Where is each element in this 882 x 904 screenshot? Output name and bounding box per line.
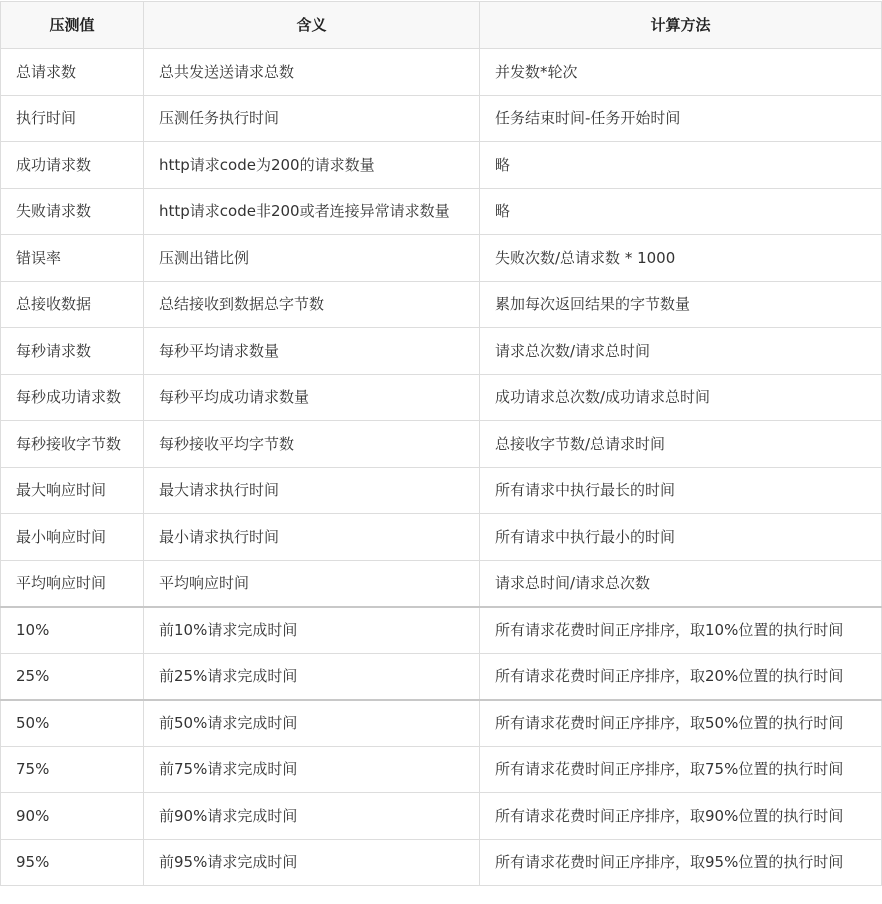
- header-metric: 压测值: [1, 2, 144, 49]
- cell-method: 所有请求花费时间正序排序，取75%位置的执行时间: [480, 746, 882, 793]
- cell-method: 所有请求花费时间正序排序，取90%位置的执行时间: [480, 793, 882, 840]
- table-row: [1, 281, 882, 328]
- table-header: [1, 2, 882, 49]
- table-row: [1, 467, 882, 514]
- table-row: [1, 560, 882, 607]
- cell-metric: 成功请求数: [1, 142, 144, 189]
- cell-method: 略: [480, 142, 882, 189]
- cell-meaning: 每秒平均成功请求数量: [144, 374, 480, 421]
- cell-method: 所有请求花费时间正序排序，取10%位置的执行时间: [480, 607, 882, 654]
- cell-metric: 95%: [1, 839, 144, 886]
- cell-meaning: 总共发送送请求总数: [144, 49, 480, 96]
- table-body: [1, 49, 882, 886]
- cell-method: 并发数*轮次: [480, 49, 882, 96]
- cell-method: 所有请求花费时间正序排序，取50%位置的执行时间: [480, 700, 882, 747]
- cell-meaning: 最小请求执行时间: [144, 514, 480, 561]
- table-row: [1, 514, 882, 561]
- cell-metric: 最大响应时间: [1, 467, 144, 514]
- cell-metric: 总请求数: [1, 49, 144, 96]
- table-row: [1, 49, 882, 96]
- cell-method: 略: [480, 188, 882, 235]
- table-row: [1, 793, 882, 840]
- cell-method: 请求总次数/请求总时间: [480, 328, 882, 375]
- cell-meaning: 前75%请求完成时间: [144, 746, 480, 793]
- cell-metric: 每秒请求数: [1, 328, 144, 375]
- table-row: [1, 374, 882, 421]
- cell-metric: 25%: [1, 653, 144, 700]
- table-row: [1, 421, 882, 468]
- cell-method: 失败次数/总请求数 * 1000: [480, 235, 882, 282]
- cell-method: 请求总时间/请求总次数: [480, 560, 882, 607]
- cell-meaning: 前95%请求完成时间: [144, 839, 480, 886]
- header-method: 计算方法: [480, 2, 882, 49]
- cell-meaning: 前50%请求完成时间: [144, 700, 480, 747]
- cell-meaning: http请求code非200或者连接异常请求数量: [144, 188, 480, 235]
- cell-meaning: 每秒平均请求数量: [144, 328, 480, 375]
- cell-method: 累加每次返回结果的字节数量: [480, 281, 882, 328]
- header-meaning: 含义: [144, 2, 480, 49]
- cell-meaning: 压测出错比例: [144, 235, 480, 282]
- cell-method: 任务结束时间-任务开始时间: [480, 95, 882, 142]
- cell-metric: 90%: [1, 793, 144, 840]
- cell-meaning: 前25%请求完成时间: [144, 653, 480, 700]
- table-row: [1, 95, 882, 142]
- table-row: [1, 607, 882, 654]
- table-row: [1, 328, 882, 375]
- cell-metric: 50%: [1, 700, 144, 747]
- table-row: [1, 746, 882, 793]
- cell-method: 总接收字节数/总请求时间: [480, 421, 882, 468]
- cell-meaning: 最大请求执行时间: [144, 467, 480, 514]
- header-row: [1, 2, 882, 49]
- table-row: [1, 188, 882, 235]
- cell-method: 所有请求中执行最小的时间: [480, 514, 882, 561]
- cell-metric: 错误率: [1, 235, 144, 282]
- cell-metric: 总接收数据: [1, 281, 144, 328]
- cell-meaning: 前10%请求完成时间: [144, 607, 480, 654]
- cell-metric: 平均响应时间: [1, 560, 144, 607]
- metrics-table: [0, 1, 882, 886]
- cell-meaning: 压测任务执行时间: [144, 95, 480, 142]
- cell-meaning: 总结接收到数据总字节数: [144, 281, 480, 328]
- table-row: [1, 839, 882, 886]
- cell-meaning: 前90%请求完成时间: [144, 793, 480, 840]
- cell-method: 所有请求花费时间正序排序，取95%位置的执行时间: [480, 839, 882, 886]
- cell-metric: 执行时间: [1, 95, 144, 142]
- cell-method: 成功请求总次数/成功请求总时间: [480, 374, 882, 421]
- cell-meaning: http请求code为200的请求数量: [144, 142, 480, 189]
- table-row: [1, 142, 882, 189]
- table-row: [1, 700, 882, 747]
- cell-metric: 75%: [1, 746, 144, 793]
- cell-method: 所有请求花费时间正序排序，取20%位置的执行时间: [480, 653, 882, 700]
- cell-metric: 失败请求数: [1, 188, 144, 235]
- cell-method: 所有请求中执行最长的时间: [480, 467, 882, 514]
- table-row: [1, 653, 882, 700]
- cell-meaning: 平均响应时间: [144, 560, 480, 607]
- table-row: [1, 235, 882, 282]
- cell-metric: 每秒成功请求数: [1, 374, 144, 421]
- cell-meaning: 每秒接收平均字节数: [144, 421, 480, 468]
- cell-metric: 每秒接收字节数: [1, 421, 144, 468]
- cell-metric: 10%: [1, 607, 144, 654]
- cell-metric: 最小响应时间: [1, 514, 144, 561]
